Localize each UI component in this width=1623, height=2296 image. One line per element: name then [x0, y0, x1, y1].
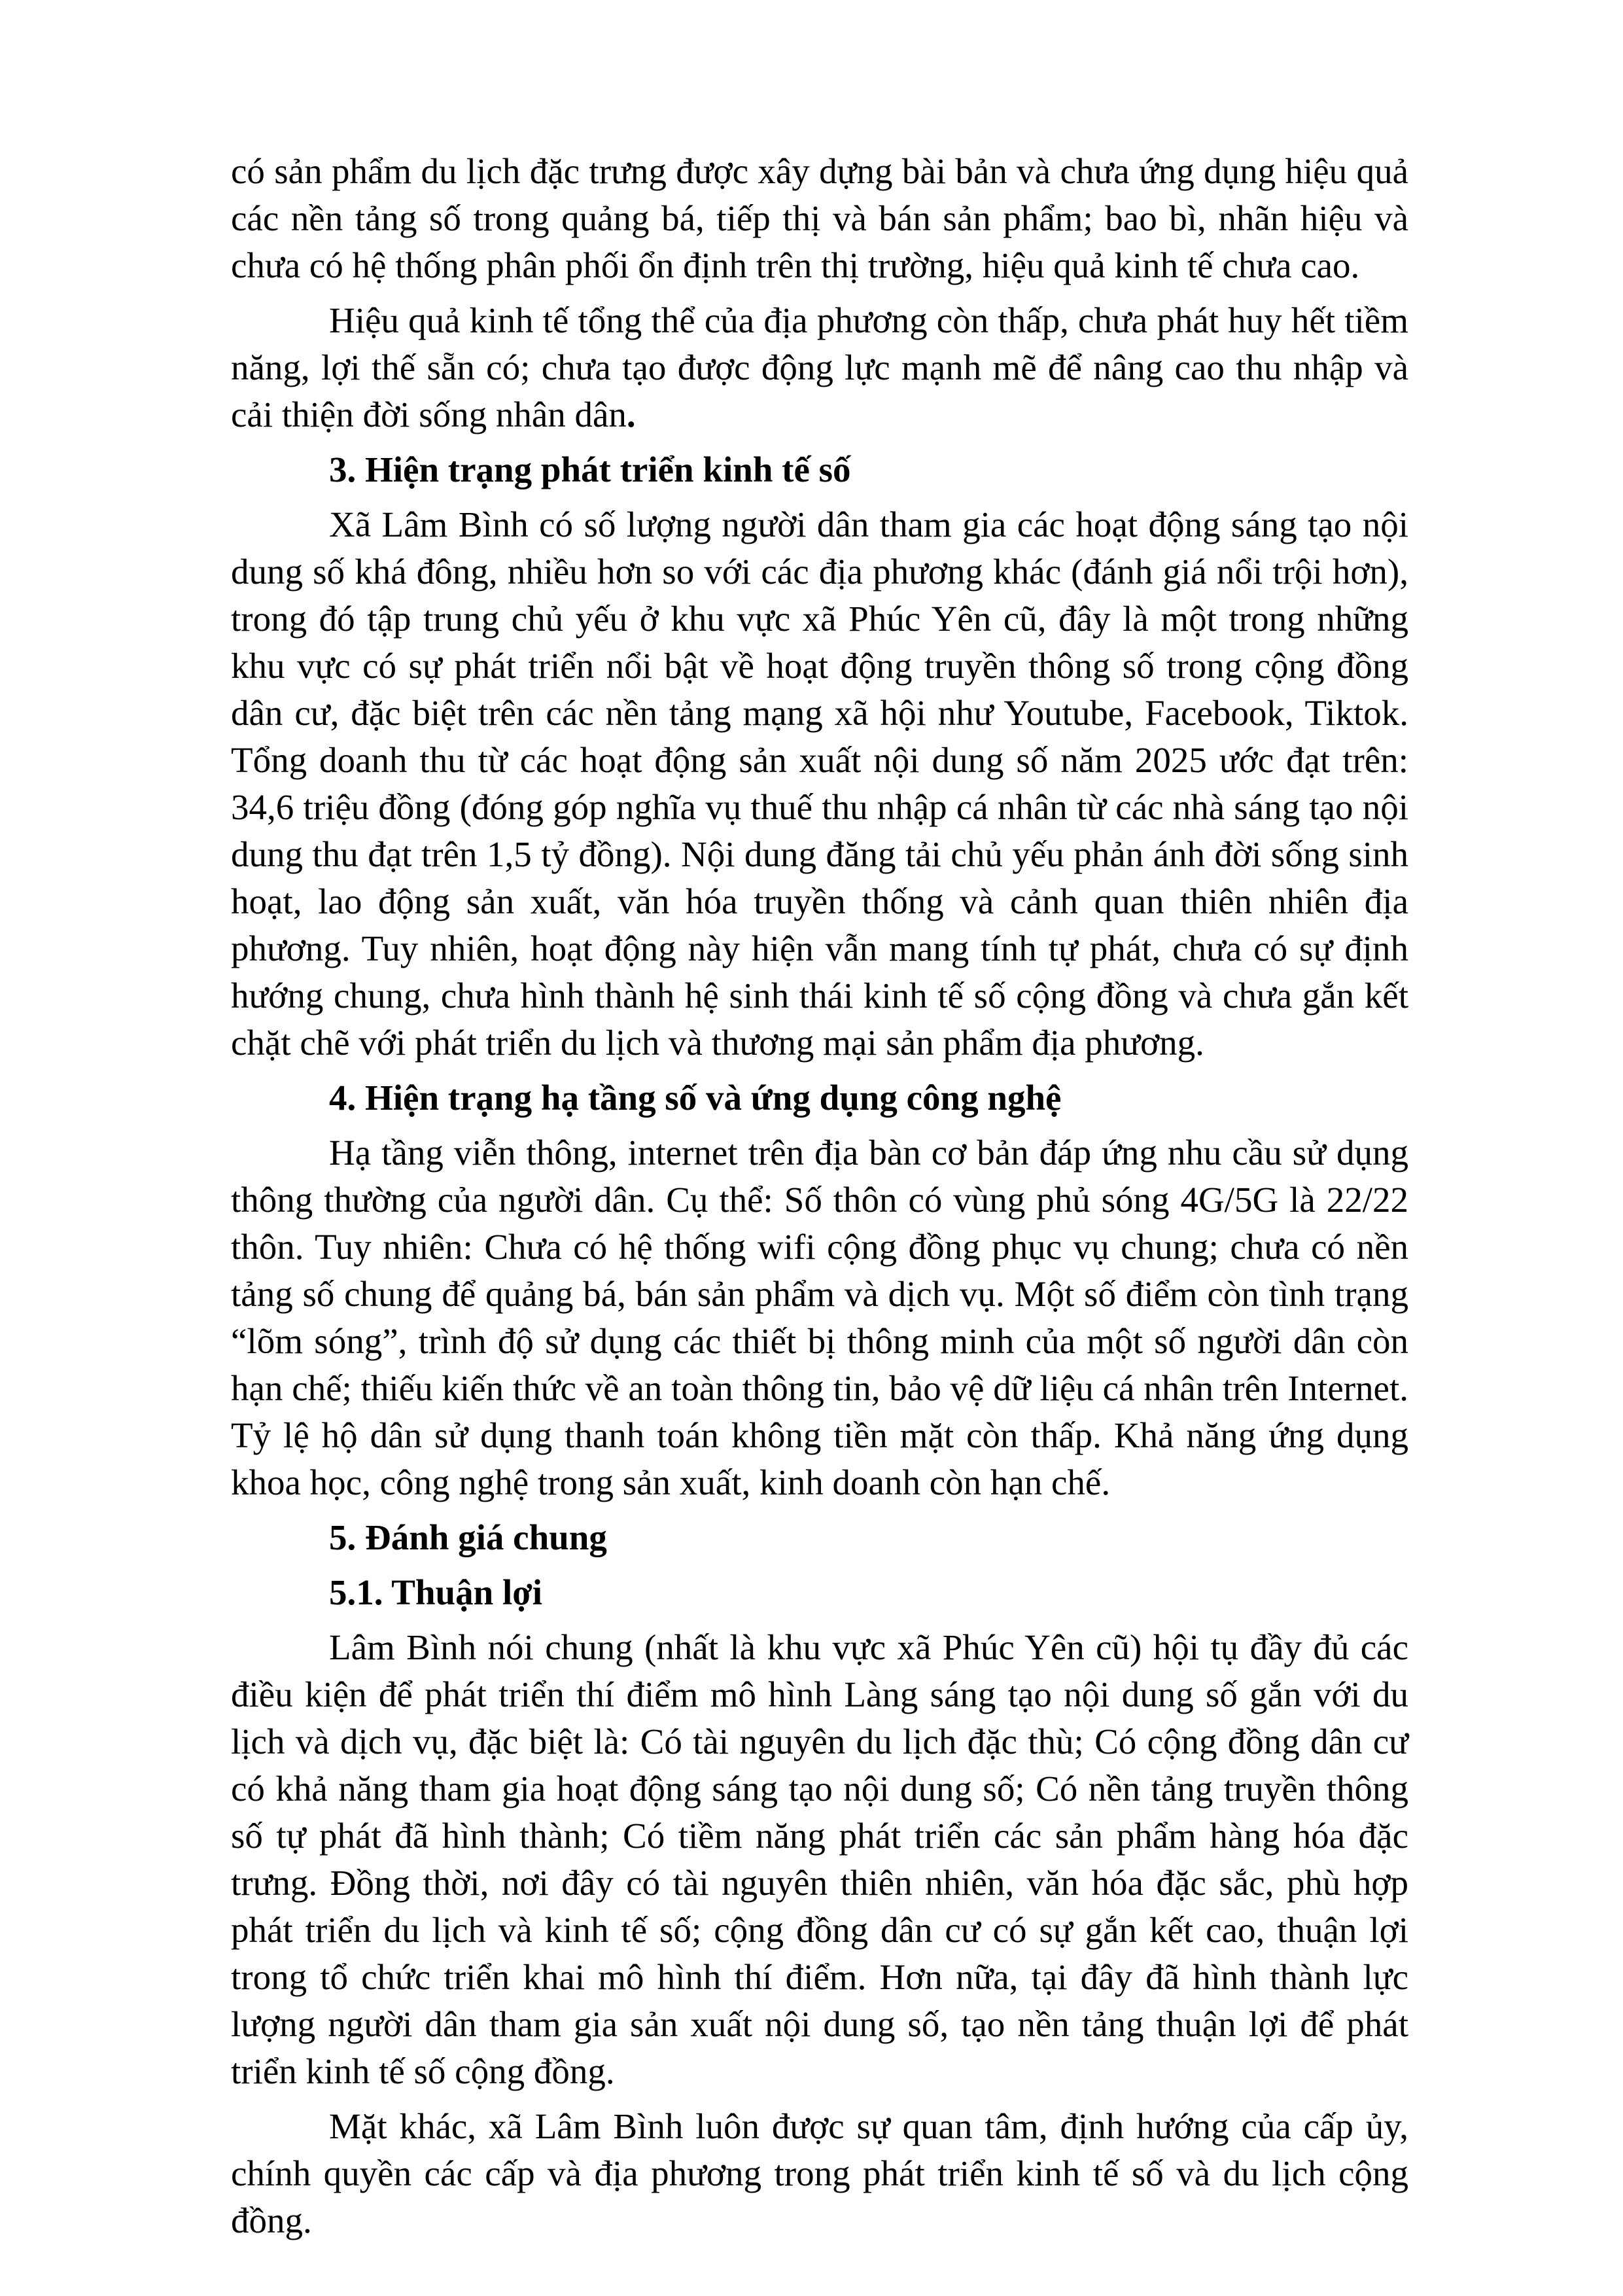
paragraph-economic-efficiency — [231, 297, 1408, 438]
paragraph-text: Hạ tầng viễn thông, internet trên địa bàn cơ bản đáp ứng nhu cầu sử dụng thông thường của người dân. Cụ thể: Số thôn có vùng phủ sóng 4G/5G là 22/22 thôn. Tuy nhiên: Chưa có hệ thống wifi cộng đồng phục vụ chung; chưa có nền tảng số chung để quảng bá, bán sản phẩm và dịch vụ. Một số điểm còn tình trạng “lõm sóng”, trình độ sử dụng các thiết bị thông minh của một số người dân còn hạn chế; thiếu kiến thức về an toàn thông tin, bảo vệ dữ liệu cá nhân trên Internet. Tỷ lệ hộ dân sử dụng thanh toán không tiền mặt còn thấp. Khả năng ứng dụng khoa học, công nghệ trong sản xuất, kinh doanh còn hạn chế. — [231, 1133, 1408, 1502]
paragraph-text: có sản phẩm du lịch đặc trưng được xây dựng bài bản và chưa ứng dụng hiệu quả các nền tảng số trong quảng bá, tiếp thị và bán sản phẩm; bao bì, nhãn hiệu và chưa có hệ thống phân phối ổn định trên thị trường, hiệu quả kinh tế chưa cao. — [231, 151, 1408, 285]
heading-advantages: 5.1. Thuận lợi — [329, 1572, 542, 1612]
paragraph-telecom-infrastructure — [231, 1129, 1408, 1506]
paragraph-trailing-period: . — [626, 395, 636, 434]
paragraph-text: Hiệu quả kinh tế tổng thể của địa phương còn thấp, chưa phát huy hết tiềm năng, lợi thế sẵn có; chưa tạo được động lực mạnh mẽ để nâng cao thu nhập và cải thiện đời sống nhân dân — [231, 300, 1408, 434]
paragraph-product-limitations — [231, 148, 1408, 289]
paragraph-text: Xã Lâm Bình có số lượng người dân tham gia các hoạt động sáng tạo nội dung số khá đông, nhiều hơn so với các địa phương khác (đánh giá nổi trội hơn), trong đó tập trung chủ yếu ở khu vực xã Phúc Yên cũ, đây là một trong những khu vực có sự phát triển nổi bật về hoạt động truyền thông số trong cộng đồng dân cư, đặc biệt trên các nền tảng mạng xã hội như Youtube, Facebook, Tiktok. Tổng doanh thu từ các hoạt động sản xuất nội dung số năm 2025 ước đạt trên: 34,6 triệu đồng (đóng góp nghĩa vụ thuế thu nhập cá nhân từ các nhà sáng tạo nội dung thu đạt trên 1,5 tỷ đồng). Nội dung đăng tải chủ yếu phản ánh đời sống sinh hoạt, lao động sản xuất, văn hóa truyền thống và cảnh quan thiên nhiên địa phương. Tuy nhiên, hoạt động này hiện vẫn mang tính tự phát, chưa có sự định hướng chung, chưa hình thành hệ sinh thái kinh tế số cộng đồng và chưa gắn kết chặt chẽ với phát triển du lịch và thương mại sản phẩm địa phương. — [231, 504, 1408, 1063]
paragraph-advantages-conditions — [231, 1624, 1408, 2095]
paragraph-government-support — [231, 2103, 1408, 2244]
paragraph-text: Mặt khác, xã Lâm Bình luôn được sự quan tâm, định hướng của cấp ủy, chính quyền các cấp và địa phương trong phát triển kinh tế số và du lịch cộng đồng. — [231, 2106, 1408, 2240]
paragraph-text: Lâm Bình nói chung (nhất là khu vực xã Phúc Yên cũ) hội tụ đầy đủ các điều kiện để phát triển thí điểm mô hình Làng sáng tạo nội dung số gắn với du lịch và dịch vụ, đặc biệt là: Có tài nguyên du lịch đặc thù; Có cộng đồng dân cư có khả năng tham gia hoạt động sáng tạo nội dung số; Có nền tảng truyền thông số tự phát đã hình thành; Có tiềm năng phát triển các sản phẩm hàng hóa đặc trưng. Đồng thời, nơi đây có tài nguyên thiên nhiên, văn hóa đặc sắc, phù hợp phát triển du lịch và kinh tế số; cộng đồng dân cư có sự gắn kết cao, thuận lợi trong tổ chức triển khai mô hình thí điểm. Hơn nữa, tại đây đã hình thành lực lượng người dân tham gia sản xuất nội dung số, tạo nền tảng thuận lợi để phát triển kinh tế số cộng đồng. — [231, 1627, 1408, 2091]
heading-digital-infrastructure: 4. Hiện trạng hạ tầng số và ứng dụng công nghệ — [329, 1078, 1062, 1118]
heading-digital-economy-status: 3. Hiện trạng phát triển kinh tế số — [329, 450, 851, 489]
document-body — [231, 148, 1408, 2244]
heading-general-assessment: 5. Đánh giá chung — [329, 1517, 607, 1557]
paragraph-digital-content-creators — [231, 501, 1408, 1067]
